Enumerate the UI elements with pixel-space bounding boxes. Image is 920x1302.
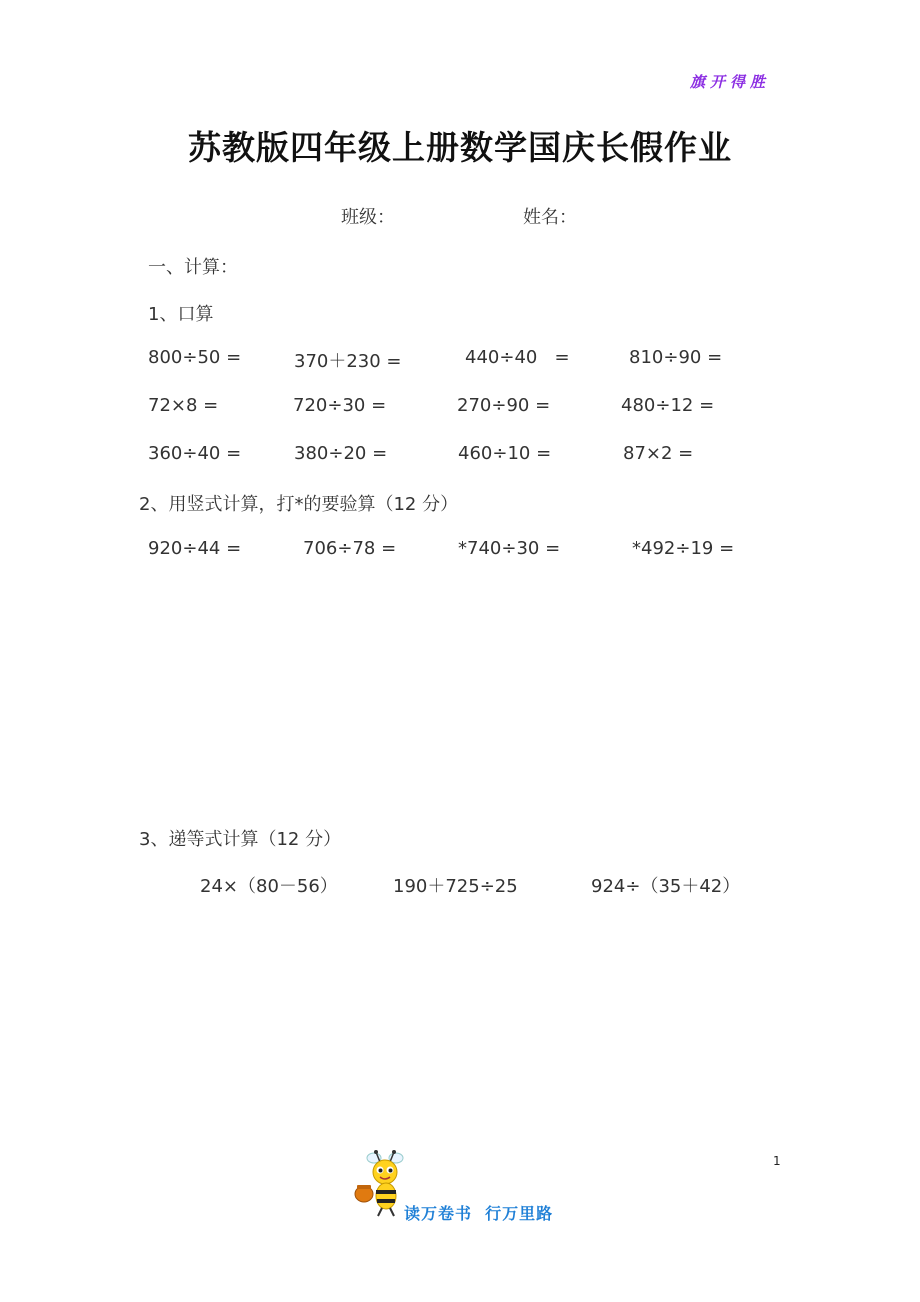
oral-problem: 87×2 = xyxy=(623,443,694,464)
oral-problem: 480÷12 = xyxy=(621,395,715,416)
oral-problem: 380÷20 = xyxy=(294,443,388,464)
vertical-problem: 706÷78 = xyxy=(303,538,397,559)
stepwise-problem: 24×（80－56） xyxy=(200,876,338,897)
oral-problem: 810÷90 = xyxy=(629,347,723,368)
stepwise-problem: 924÷（35＋42） xyxy=(591,876,741,897)
name-label: 姓名： xyxy=(523,207,577,228)
vertical-problem: *740÷30 = xyxy=(458,538,561,559)
vertical-problem: *492÷19 = xyxy=(632,538,735,559)
header-motto: 旗开得胜 xyxy=(690,73,771,91)
oral-calc-heading: 1、口算 xyxy=(148,304,214,325)
oral-problem: 720÷30 = xyxy=(293,395,387,416)
vertical-problem: 920÷44 = xyxy=(148,538,242,559)
oral-problem: 440÷40 = xyxy=(465,347,570,368)
stepwise-problem: 190＋725÷25 xyxy=(393,876,518,897)
vertical-calc-heading: 2、用竖式计算，打*的要验算（12 分） xyxy=(139,494,459,515)
section-heading-calculation: 一、计算： xyxy=(148,257,238,278)
oral-problem: 800÷50 = xyxy=(148,347,242,368)
oral-problem: 72×8 = xyxy=(148,395,219,416)
footer-slogan: 读万卷书 行万里路 xyxy=(404,1204,554,1223)
page-title: 苏教版四年级上册数学国庆长假作业 xyxy=(188,128,732,167)
page-number: 1 xyxy=(773,1154,781,1168)
oral-problem: 360÷40 = xyxy=(148,443,242,464)
bee-mascot-icon xyxy=(352,1148,412,1220)
class-label: 班级： xyxy=(341,207,395,228)
stepwise-calc-heading: 3、递等式计算（12 分） xyxy=(139,829,342,850)
oral-problem: 460÷10 = xyxy=(458,443,552,464)
oral-problem: 270÷90 = xyxy=(457,395,551,416)
oral-problem: 370＋230 = xyxy=(294,351,402,372)
